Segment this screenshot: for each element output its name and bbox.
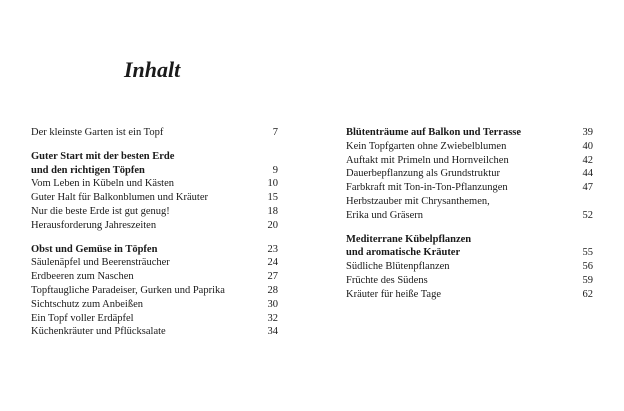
- toc-entry-title: Erdbeeren zum Naschen: [31, 271, 134, 283]
- toc-entry: [346, 195, 593, 223]
- toc-entry-page: 10: [267, 178, 278, 190]
- toc-right-column: [346, 126, 593, 302]
- toc-entry: [346, 154, 593, 168]
- toc-entry-page: 23: [267, 243, 278, 255]
- toc-entry-page: 7: [272, 127, 278, 138]
- toc-entry-page: 18: [267, 205, 278, 217]
- toc-entry-title: Mediterrane Kübelpflanzen und aromatische Kräuter: [346, 233, 472, 259]
- toc-entry-title: Obst und Gemüse in Töpfen: [31, 243, 158, 255]
- toc-entry: [31, 177, 278, 191]
- toc-left-column: [31, 126, 278, 339]
- toc-entry: [346, 233, 593, 261]
- toc-entry-page: 44: [582, 168, 593, 180]
- toc-entry-title: Dauerbepflanzung als Grundstruktur: [346, 168, 500, 180]
- toc-entry-title: Herbstzauber mit Chrysanthemen, Erika und Gräsern: [346, 195, 490, 221]
- toc-entry-page: 34: [267, 326, 278, 338]
- toc-entry: [346, 140, 593, 154]
- toc-entry-title: Blütenträume auf Balkon und Terrasse: [346, 127, 522, 138]
- toc-entry-title: Topftaugliche Paradeiser, Gurken und Paprika: [31, 284, 225, 296]
- toc-entry-page: 40: [582, 140, 593, 152]
- toc-entry-title: Sichtschutz zum Anbeißen: [31, 298, 143, 310]
- section-spacer: [31, 233, 278, 243]
- toc-entry: [346, 181, 593, 195]
- section-spacer: [31, 140, 278, 150]
- toc-entry-page: 28: [267, 284, 278, 296]
- toc-entry-title: Südliche Blütenpflanzen: [346, 261, 450, 273]
- toc-entry: [31, 243, 278, 257]
- toc-entry: [346, 260, 593, 274]
- toc-entry: [346, 126, 593, 140]
- toc-entry-page: 9: [272, 164, 278, 176]
- toc-entry-title: Kräuter für heiße Tage: [346, 288, 441, 300]
- toc-entry-title: Küchenkräuter und Pflücksalate: [31, 326, 166, 338]
- toc-entry-page: 30: [267, 298, 278, 310]
- toc-entry: [346, 167, 593, 181]
- section-spacer: [346, 223, 593, 233]
- toc-entry: [31, 191, 278, 205]
- toc-entry-title: Früchte des Südens: [346, 274, 428, 286]
- toc-entry: [31, 219, 278, 233]
- toc-entry-title: Guter Start mit der besten Erde und den richtigen Töpfen: [31, 150, 175, 176]
- toc-entry: [31, 126, 278, 140]
- toc-entry-title: Guter Halt für Balkonblumen und Kräuter: [31, 192, 208, 204]
- toc-entry-page: 55: [582, 247, 593, 259]
- toc-entry-title: Farbkraft mit Ton-in-Ton-Pflanzungen: [346, 182, 508, 194]
- toc-entry: [346, 274, 593, 288]
- toc-entry: [31, 284, 278, 298]
- toc-entry-page: 62: [582, 288, 593, 300]
- toc-entry: [31, 150, 278, 178]
- toc-entry: [31, 256, 278, 270]
- toc-entry-page: 20: [267, 219, 278, 231]
- toc-entry: [31, 312, 278, 326]
- toc-entry-title: Ein Topf voller Erdäpfel: [31, 312, 134, 324]
- toc-entry: [346, 288, 593, 302]
- toc-entry-title: Nur die beste Erde ist gut genug!: [31, 205, 170, 217]
- toc-entry-title: Der kleinste Garten ist ein Topf: [31, 127, 164, 138]
- page-title: Inhalt: [124, 57, 181, 82]
- toc-entry-page: 15: [267, 192, 278, 204]
- toc-entry-title: Herausforderung Jahreszeiten: [31, 219, 157, 231]
- toc-entry-page: 27: [267, 271, 278, 283]
- toc-entry-title: Säulenäpfel und Beerensträucher: [31, 257, 170, 269]
- toc-entry-page: 56: [582, 261, 593, 273]
- toc-entry-page: 59: [582, 274, 593, 286]
- toc-entry-page: 24: [267, 257, 278, 269]
- toc-entry: [31, 298, 278, 312]
- toc-entry: [31, 325, 278, 339]
- toc-entry-page: 47: [582, 182, 593, 194]
- toc-entry-page: 52: [582, 209, 593, 221]
- toc-entry: [31, 205, 278, 219]
- toc-entry-title: Kein Topfgarten ohne Zwiebelblumen: [346, 140, 507, 152]
- toc-entry-page: 32: [267, 312, 278, 324]
- toc-entry-page: 42: [582, 154, 593, 166]
- toc-entry: [31, 270, 278, 284]
- toc-entry-page: 39: [582, 127, 593, 138]
- toc-entry-title: Vom Leben in Kübeln und Kästen: [31, 178, 174, 190]
- toc-entry-title: Auftakt mit Primeln und Hornveilchen: [346, 154, 509, 166]
